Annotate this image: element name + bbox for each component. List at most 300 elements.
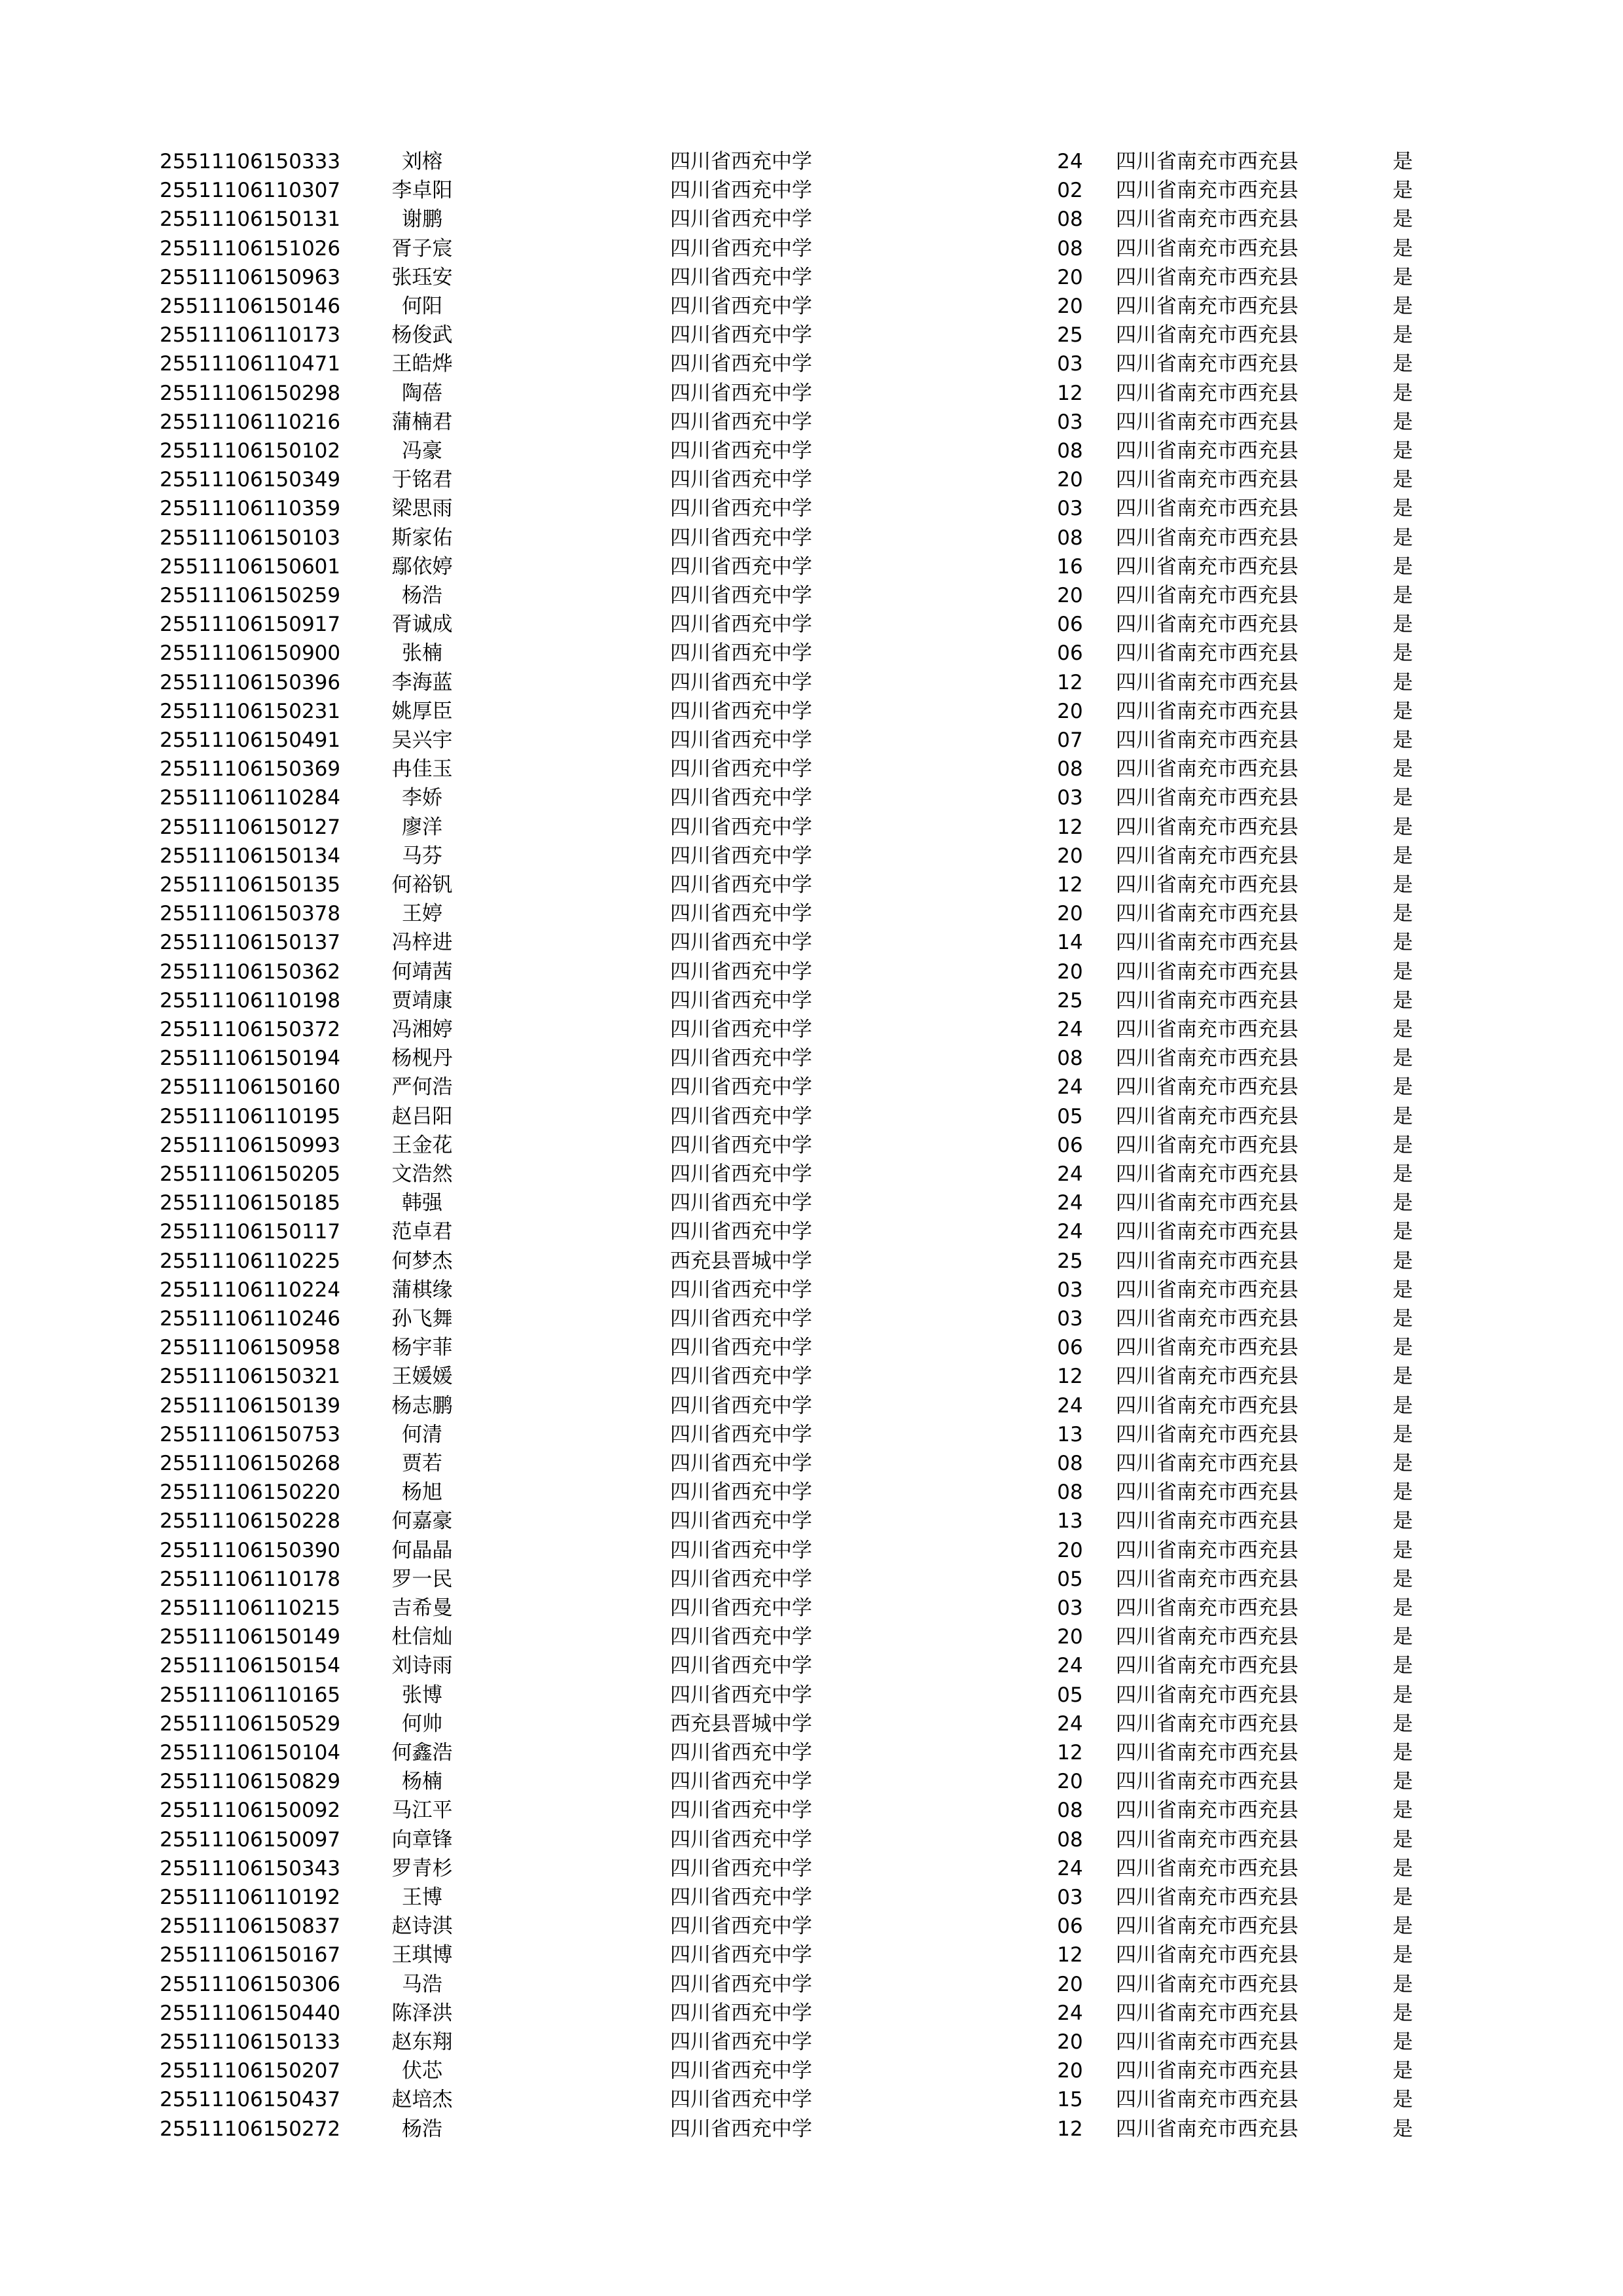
status-flag: 是 <box>1393 1220 1413 1244</box>
school-name: 四川省西充中学 <box>670 2117 812 2141</box>
region-name: 四川省南充市西充县 <box>1116 439 1298 463</box>
table-row <box>0 1304 1623 1333</box>
category-code: 24 <box>1057 1712 1083 1736</box>
student-name: 伏芯 <box>402 2059 442 2083</box>
school-name: 四川省西充中学 <box>670 786 812 810</box>
region-name: 四川省南充市西充县 <box>1116 1075 1298 1100</box>
table-row <box>0 1623 1623 1651</box>
region-name: 四川省南充市西充县 <box>1116 1480 1298 1505</box>
school-name: 四川省西充中学 <box>670 757 812 781</box>
region-name: 四川省南充市西充县 <box>1116 207 1298 232</box>
student-name: 罗一民 <box>391 1567 453 1591</box>
category-code: 03 <box>1057 497 1083 521</box>
category-code: 20 <box>1057 699 1083 723</box>
student-name: 杨旭 <box>402 1480 442 1505</box>
category-code: 20 <box>1057 2059 1083 2083</box>
status-flag: 是 <box>1393 1480 1413 1505</box>
student-name: 刘诗雨 <box>391 1654 453 1678</box>
region-name: 四川省南充市西充县 <box>1116 1538 1298 1562</box>
candidate-id: 25511106150378 <box>160 902 341 926</box>
status-flag: 是 <box>1393 1943 1413 1967</box>
status-flag: 是 <box>1393 1162 1413 1186</box>
region-name: 四川省南充市西充县 <box>1116 1596 1298 1620</box>
candidate-id: 25511106150205 <box>160 1162 341 1186</box>
table-row <box>0 292 1623 321</box>
status-flag: 是 <box>1393 1972 1413 1996</box>
student-name: 王媛媛 <box>391 1365 453 1389</box>
school-name: 四川省西充中学 <box>670 1307 812 1331</box>
candidate-id: 25511106150127 <box>160 815 341 839</box>
category-code: 24 <box>1057 1654 1083 1678</box>
region-name: 四川省南充市西充县 <box>1116 728 1298 752</box>
candidate-id: 25511106150154 <box>160 1654 341 1678</box>
table-row <box>0 1044 1623 1073</box>
student-name: 王琪博 <box>391 1943 453 1967</box>
status-flag: 是 <box>1393 1018 1413 1041</box>
table-row <box>0 813 1623 842</box>
status-flag: 是 <box>1393 988 1413 1013</box>
student-name: 赵吕阳 <box>391 1104 453 1128</box>
candidate-id: 25511106150185 <box>160 1191 341 1215</box>
student-name: 斯家佑 <box>391 526 453 550</box>
category-code: 15 <box>1057 2088 1083 2112</box>
region-name: 四川省南充市西充县 <box>1116 960 1298 984</box>
candidate-id: 25511106150139 <box>160 1393 341 1418</box>
status-flag: 是 <box>1393 1336 1413 1360</box>
candidate-id: 25511106150117 <box>160 1220 341 1244</box>
candidate-id: 25511106150220 <box>160 1480 341 1505</box>
school-name: 四川省西充中学 <box>670 1336 812 1360</box>
status-flag: 是 <box>1393 815 1413 839</box>
table-row <box>0 1478 1623 1507</box>
school-name: 四川省西充中学 <box>670 844 812 868</box>
status-flag: 是 <box>1393 526 1413 550</box>
table-row <box>0 494 1623 523</box>
status-flag: 是 <box>1393 179 1413 203</box>
table-row <box>0 1247 1623 1276</box>
student-name: 杨俊武 <box>391 323 453 348</box>
student-name: 吴兴宇 <box>391 728 453 752</box>
school-name: 四川省西充中学 <box>670 236 812 260</box>
category-code: 24 <box>1057 1393 1083 1418</box>
region-name: 四川省南充市西充县 <box>1116 352 1298 376</box>
candidate-id: 25511106110178 <box>160 1567 341 1591</box>
school-name: 四川省西充中学 <box>670 1886 812 1909</box>
student-name: 何鑫浩 <box>391 1741 453 1765</box>
region-name: 四川省南充市西充县 <box>1116 1654 1298 1678</box>
region-name: 四川省南充市西充县 <box>1116 295 1298 318</box>
status-flag: 是 <box>1393 1509 1413 1534</box>
table-row <box>0 1391 1623 1420</box>
school-name: 四川省西充中学 <box>670 381 812 405</box>
student-name: 冯梓进 <box>391 931 453 955</box>
candidate-id: 25511106150272 <box>160 2117 341 2141</box>
school-name: 四川省西充中学 <box>670 554 812 579</box>
table-row <box>0 1999 1623 2028</box>
category-code: 24 <box>1057 1018 1083 1041</box>
category-code: 24 <box>1057 1191 1083 1215</box>
school-name: 四川省西充中学 <box>670 2088 812 2112</box>
status-flag: 是 <box>1393 352 1413 376</box>
category-code: 05 <box>1057 1683 1083 1707</box>
school-name: 四川省西充中学 <box>670 931 812 955</box>
school-name: 四川省西充中学 <box>670 1567 812 1591</box>
student-name: 冉佳玉 <box>391 757 453 781</box>
category-code: 24 <box>1057 1075 1083 1100</box>
status-flag: 是 <box>1393 1452 1413 1475</box>
category-code: 24 <box>1057 1220 1083 1244</box>
status-flag: 是 <box>1393 1249 1413 1273</box>
candidate-id: 25511106150753 <box>160 1422 341 1446</box>
candidate-id: 25511106150207 <box>160 2059 341 2083</box>
table-row <box>0 1883 1623 1912</box>
category-code: 20 <box>1057 584 1083 607</box>
student-name: 杜信灿 <box>391 1625 453 1649</box>
category-code: 03 <box>1057 410 1083 434</box>
candidate-id: 25511106150137 <box>160 931 341 955</box>
table-row <box>0 958 1623 986</box>
school-name: 四川省西充中学 <box>670 410 812 434</box>
category-code: 20 <box>1057 1770 1083 1794</box>
table-row <box>0 697 1623 726</box>
category-code: 08 <box>1057 1799 1083 1823</box>
category-code: 08 <box>1057 236 1083 260</box>
table-row <box>0 147 1623 176</box>
table-row <box>0 1854 1623 1883</box>
region-name: 四川省南充市西充县 <box>1116 873 1298 897</box>
school-name: 四川省西充中学 <box>670 988 812 1013</box>
category-code: 12 <box>1057 815 1083 839</box>
candidate-id: 25511106150900 <box>160 641 341 666</box>
region-name: 四川省南充市西充县 <box>1116 1104 1298 1128</box>
region-name: 四川省南充市西充县 <box>1116 1452 1298 1475</box>
status-flag: 是 <box>1393 1047 1413 1071</box>
table-row <box>0 379 1623 408</box>
school-name: 四川省西充中学 <box>670 1191 812 1215</box>
student-name: 文浩然 <box>391 1162 453 1186</box>
table-row <box>0 610 1623 639</box>
student-name: 贾若 <box>402 1452 442 1475</box>
category-code: 24 <box>1057 1162 1083 1186</box>
candidate-id: 25511106150601 <box>160 554 341 579</box>
school-name: 西充县晋城中学 <box>670 1712 812 1736</box>
table-row <box>0 465 1623 494</box>
category-code: 12 <box>1057 1365 1083 1389</box>
category-code: 03 <box>1057 352 1083 376</box>
student-name: 范卓君 <box>391 1220 453 1244</box>
region-name: 四川省南充市西充县 <box>1116 1307 1298 1331</box>
student-name: 何帅 <box>402 1712 442 1736</box>
candidate-id: 25511106150837 <box>160 1914 341 1939</box>
table-row <box>0 870 1623 899</box>
student-name: 马江平 <box>391 1799 453 1823</box>
table-row <box>0 581 1623 610</box>
region-name: 四川省南充市西充县 <box>1116 554 1298 579</box>
school-name: 四川省西充中学 <box>670 497 812 521</box>
student-name: 鄢依婷 <box>391 554 453 579</box>
status-flag: 是 <box>1393 1596 1413 1620</box>
candidate-id: 25511106110198 <box>160 988 341 1013</box>
table-row <box>0 1651 1623 1680</box>
status-flag: 是 <box>1393 150 1413 173</box>
region-name: 四川省南充市西充县 <box>1116 1509 1298 1534</box>
school-name: 四川省西充中学 <box>670 873 812 897</box>
table-row <box>0 755 1623 783</box>
status-flag: 是 <box>1393 757 1413 781</box>
category-code: 25 <box>1057 323 1083 348</box>
student-name: 于铭君 <box>391 468 453 492</box>
school-name: 四川省西充中学 <box>670 960 812 984</box>
category-code: 20 <box>1057 2030 1083 2054</box>
candidate-id: 25511106110359 <box>160 497 341 521</box>
category-code: 12 <box>1057 1741 1083 1765</box>
region-name: 四川省南充市西充县 <box>1116 1799 1298 1823</box>
school-name: 四川省西充中学 <box>670 1104 812 1128</box>
student-name: 李海蓝 <box>391 670 453 694</box>
status-flag: 是 <box>1393 295 1413 318</box>
candidate-id: 25511106150135 <box>160 873 341 897</box>
status-flag: 是 <box>1393 265 1413 289</box>
region-name: 四川省南充市西充县 <box>1116 844 1298 868</box>
category-code: 08 <box>1057 1047 1083 1071</box>
table-row <box>0 1276 1623 1304</box>
table-row <box>0 1970 1623 1999</box>
student-name: 马浩 <box>402 1972 442 1996</box>
table-row <box>0 1710 1623 1738</box>
school-name: 四川省西充中学 <box>670 1827 812 1852</box>
status-flag: 是 <box>1393 1075 1413 1100</box>
school-name: 四川省西充中学 <box>670 1278 812 1302</box>
table-row <box>0 350 1623 378</box>
status-flag: 是 <box>1393 2117 1413 2141</box>
region-name: 四川省南充市西充县 <box>1116 1278 1298 1302</box>
status-flag: 是 <box>1393 613 1413 637</box>
school-name: 四川省西充中学 <box>670 1018 812 1041</box>
region-name: 四川省南充市西充县 <box>1116 2001 1298 2025</box>
table-row <box>0 176 1623 205</box>
table-row <box>0 1333 1623 1362</box>
student-name: 刘榕 <box>402 150 442 173</box>
category-code: 06 <box>1057 1914 1083 1939</box>
school-name: 四川省西充中学 <box>670 1770 812 1794</box>
candidate-id: 25511106150306 <box>160 1972 341 1996</box>
status-flag: 是 <box>1393 497 1413 521</box>
candidate-id: 25511106150104 <box>160 1741 341 1765</box>
table-row <box>0 1015 1623 1044</box>
category-code: 20 <box>1057 902 1083 926</box>
region-name: 四川省南充市西充县 <box>1116 1886 1298 1909</box>
student-name: 张珏安 <box>391 265 453 289</box>
school-name: 四川省西充中学 <box>670 584 812 607</box>
school-name: 四川省西充中学 <box>670 1596 812 1620</box>
school-name: 四川省西充中学 <box>670 641 812 666</box>
status-flag: 是 <box>1393 468 1413 492</box>
region-name: 四川省南充市西充县 <box>1116 323 1298 348</box>
table-row <box>0 524 1623 552</box>
region-name: 四川省南充市西充县 <box>1116 1393 1298 1418</box>
student-name: 谢鹏 <box>402 207 442 232</box>
school-name: 西充县晋城中学 <box>670 1249 812 1273</box>
region-name: 四川省南充市西充县 <box>1116 613 1298 637</box>
school-name: 四川省西充中学 <box>670 1914 812 1939</box>
category-code: 20 <box>1057 844 1083 868</box>
region-name: 四川省南充市西充县 <box>1116 1422 1298 1446</box>
student-name: 廖洋 <box>402 815 442 839</box>
category-code: 14 <box>1057 931 1083 955</box>
candidate-id: 25511106150146 <box>160 295 341 318</box>
category-code: 12 <box>1057 873 1083 897</box>
table-row <box>0 1738 1623 1767</box>
school-name: 四川省西充中学 <box>670 1422 812 1446</box>
region-name: 四川省南充市西充县 <box>1116 2030 1298 2054</box>
school-name: 四川省西充中学 <box>670 699 812 723</box>
category-code: 24 <box>1057 2001 1083 2025</box>
school-name: 四川省西充中学 <box>670 1509 812 1534</box>
candidate-id: 25511106150092 <box>160 1799 341 1823</box>
school-name: 四川省西充中学 <box>670 1162 812 1186</box>
school-name: 四川省西充中学 <box>670 439 812 463</box>
candidate-id: 25511106110192 <box>160 1886 341 1909</box>
table-row <box>0 1681 1623 1710</box>
candidate-id: 25511106151026 <box>160 236 341 260</box>
status-flag: 是 <box>1393 641 1413 666</box>
region-name: 四川省南充市西充县 <box>1116 815 1298 839</box>
table-row <box>0 899 1623 928</box>
candidate-id: 25511106150993 <box>160 1133 341 1157</box>
status-flag: 是 <box>1393 439 1413 463</box>
school-name: 四川省西充中学 <box>670 815 812 839</box>
candidate-id: 25511106150259 <box>160 584 341 607</box>
candidate-id: 25511106150134 <box>160 844 341 868</box>
candidate-id: 25511106150231 <box>160 699 341 723</box>
table-row <box>0 2085 1623 2114</box>
status-flag: 是 <box>1393 1393 1413 1418</box>
candidate-id: 25511106150097 <box>160 1827 341 1852</box>
candidate-id: 25511106110307 <box>160 179 341 203</box>
school-name: 四川省西充中学 <box>670 352 812 376</box>
category-code: 03 <box>1057 1278 1083 1302</box>
region-name: 四川省南充市西充县 <box>1116 2059 1298 2083</box>
category-code: 25 <box>1057 988 1083 1013</box>
candidate-id: 25511106110215 <box>160 1596 341 1620</box>
school-name: 四川省西充中学 <box>670 207 812 232</box>
candidate-id: 25511106150228 <box>160 1509 341 1534</box>
school-name: 四川省西充中学 <box>670 728 812 752</box>
status-flag: 是 <box>1393 1422 1413 1446</box>
region-name: 四川省南充市西充县 <box>1116 1827 1298 1852</box>
status-flag: 是 <box>1393 2088 1413 2112</box>
region-name: 四川省南充市西充县 <box>1116 1047 1298 1071</box>
candidate-id: 25511106110225 <box>160 1249 341 1273</box>
category-code: 16 <box>1057 554 1083 579</box>
school-name: 四川省西充中学 <box>670 265 812 289</box>
table-row <box>0 437 1623 465</box>
table-row <box>0 1217 1623 1246</box>
candidate-id: 25511106150369 <box>160 757 341 781</box>
student-name: 王博 <box>402 1886 442 1909</box>
category-code: 20 <box>1057 1538 1083 1562</box>
student-name: 王婷 <box>402 902 442 926</box>
student-name: 杨浩 <box>402 584 442 607</box>
student-name: 陶蓓 <box>402 381 442 405</box>
student-name: 严何浩 <box>391 1075 453 1100</box>
table-row <box>0 1941 1623 1969</box>
school-name: 四川省西充中学 <box>670 295 812 318</box>
table-row <box>0 1131 1623 1160</box>
category-code: 20 <box>1057 295 1083 318</box>
category-code: 08 <box>1057 1827 1083 1852</box>
student-name: 冯豪 <box>402 439 442 463</box>
school-name: 四川省西充中学 <box>670 150 812 173</box>
status-flag: 是 <box>1393 1914 1413 1939</box>
status-flag: 是 <box>1393 1799 1413 1823</box>
candidate-id: 25511106150194 <box>160 1047 341 1071</box>
student-name: 韩强 <box>402 1191 442 1215</box>
table-row <box>0 2028 1623 2056</box>
candidate-id: 25511106150491 <box>160 728 341 752</box>
candidate-id: 25511106150131 <box>160 207 341 232</box>
candidate-id: 25511106150133 <box>160 2030 341 2054</box>
student-name: 张楠 <box>402 641 442 666</box>
region-name: 四川省南充市西充县 <box>1116 786 1298 810</box>
school-name: 四川省西充中学 <box>670 1972 812 1996</box>
student-name: 何嘉豪 <box>391 1509 453 1534</box>
school-name: 四川省西充中学 <box>670 1856 812 1880</box>
category-code: 03 <box>1057 786 1083 810</box>
student-name: 贾靖康 <box>391 988 453 1013</box>
table-row <box>0 552 1623 581</box>
school-name: 四川省西充中学 <box>670 1365 812 1389</box>
table-row <box>0 1102 1623 1131</box>
candidate-id: 25511106110216 <box>160 410 341 434</box>
student-name: 何清 <box>402 1422 442 1446</box>
region-name: 四川省南充市西充县 <box>1116 468 1298 492</box>
school-name: 四川省西充中学 <box>670 1220 812 1244</box>
table-row <box>0 2115 1623 2144</box>
table-row <box>0 1912 1623 1941</box>
candidate-id: 25511106150103 <box>160 526 341 550</box>
region-name: 四川省南充市西充县 <box>1116 1018 1298 1041</box>
school-name: 四川省西充中学 <box>670 1654 812 1678</box>
candidate-id: 25511106150372 <box>160 1018 341 1041</box>
status-flag: 是 <box>1393 1741 1413 1765</box>
table-row <box>0 408 1623 437</box>
school-name: 四川省西充中学 <box>670 670 812 694</box>
candidate-id: 25511106150343 <box>160 1856 341 1880</box>
table-row <box>0 639 1623 668</box>
status-flag: 是 <box>1393 931 1413 955</box>
table-row <box>0 1536 1623 1565</box>
status-flag: 是 <box>1393 410 1413 434</box>
candidate-id: 25511106150829 <box>160 1770 341 1794</box>
student-name: 向章锋 <box>391 1827 453 1852</box>
region-name: 四川省南充市西充县 <box>1116 2117 1298 2141</box>
student-name: 杨宇菲 <box>391 1336 453 1360</box>
region-name: 四川省南充市西充县 <box>1116 1625 1298 1649</box>
student-name: 杨枧丹 <box>391 1047 453 1071</box>
status-flag: 是 <box>1393 844 1413 868</box>
student-name: 王皓烨 <box>391 352 453 376</box>
candidate-id: 25511106110173 <box>160 323 341 348</box>
region-name: 四川省南充市西充县 <box>1116 670 1298 694</box>
student-name: 杨楠 <box>402 1770 442 1794</box>
region-name: 四川省南充市西充县 <box>1116 902 1298 926</box>
status-flag: 是 <box>1393 670 1413 694</box>
region-name: 四川省南充市西充县 <box>1116 179 1298 203</box>
student-name: 罗青杉 <box>391 1856 453 1880</box>
status-flag: 是 <box>1393 1133 1413 1157</box>
category-code: 20 <box>1057 265 1083 289</box>
